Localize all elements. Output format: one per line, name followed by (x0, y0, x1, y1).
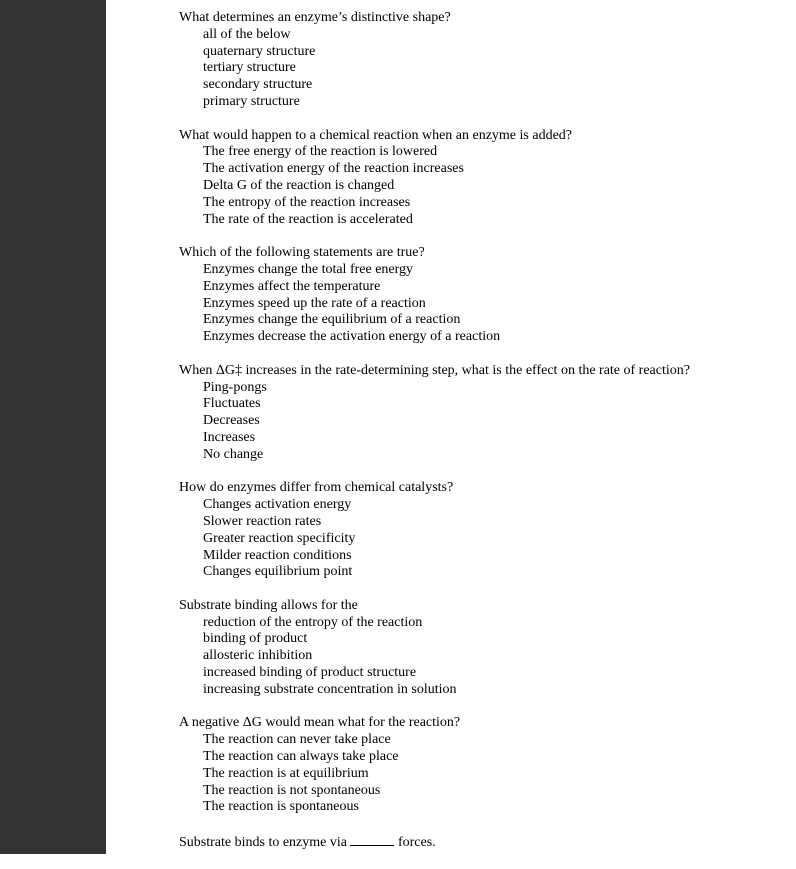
answer-option: Changes equilibrium point (203, 564, 353, 580)
answer-option: secondary structure (203, 77, 313, 93)
answer-option: The free energy of the reaction is lowered (203, 144, 438, 160)
fill-in-blank (350, 833, 394, 846)
answer-option: binding of product (203, 631, 308, 647)
answer-option: Increases (203, 429, 256, 445)
answer-option: The rate of the reaction is accelerated (203, 211, 413, 227)
question-6 (179, 598, 789, 699)
question-4 (179, 363, 789, 464)
answer-option: Enzymes decrease the activation energy of a reaction (203, 329, 501, 345)
answer-option: increasing substrate concentration in solution (203, 681, 457, 697)
answer-option: The activation energy of the reaction increases (203, 161, 464, 177)
answer-option: The reaction is not spontaneous (203, 782, 381, 798)
answer-option: Changes activation energy (203, 497, 352, 513)
question-text-start: Substrate binds to enzyme via (179, 835, 351, 851)
question-5 (179, 480, 789, 581)
viewer-sidebar (0, 0, 106, 854)
question-text-end: forces. (394, 835, 436, 851)
answer-option: primary structure (203, 93, 300, 109)
answer-option: Enzymes change the equilibrium of a reaction (203, 312, 461, 328)
answer-option: The reaction can never take place (203, 732, 391, 748)
question-text: What would happen to a chemical reaction when an enzyme is added? (179, 127, 573, 143)
answer-option: Enzymes speed up the rate of a reaction (203, 295, 426, 311)
question-1 (179, 10, 789, 111)
document-page (106, 0, 796, 854)
question-text: A negative ΔG would mean what for the reaction? (179, 715, 461, 731)
answer-option: Slower reaction rates (203, 513, 322, 529)
question-text: Substrate binding allows for the (179, 597, 358, 613)
answer-option: increased binding of product structure (203, 665, 417, 681)
answer-option: allosteric inhibition (203, 648, 313, 664)
answer-option: Decreases (203, 413, 260, 429)
answer-option: Ping-pongs (203, 379, 267, 395)
question-7 (179, 715, 789, 816)
answer-option: Fluctuates (203, 396, 261, 412)
answer-option: The reaction is spontaneous (203, 799, 359, 815)
question-text: What determines an enzyme’s distinctive shape? (179, 10, 451, 25)
answer-option: Enzymes change the total free energy (203, 261, 414, 277)
quiz-content (179, 10, 789, 869)
answer-option: tertiary structure (203, 60, 296, 76)
answer-option: Enzymes affect the temperature (203, 278, 381, 294)
question-text: When ΔG‡ increases in the rate-determining step, what is the effect on the rate of reaction? (179, 362, 690, 378)
answer-option: The entropy of the reaction increases (203, 194, 411, 210)
question-text: Which of the following statements are true? (179, 245, 425, 261)
answer-option: reduction of the entropy of the reaction (203, 614, 423, 630)
answer-option: all of the below (203, 26, 291, 42)
question-text (179, 833, 789, 852)
answer-option: quaternary structure (203, 43, 316, 59)
answer-option: Delta G of the reaction is changed (203, 177, 395, 193)
question-text: How do enzymes differ from chemical catalysts? (179, 480, 454, 496)
question-2 (179, 128, 789, 229)
answer-option: The reaction can always take place (203, 749, 399, 765)
answer-option: Greater reaction specificity (203, 530, 356, 546)
answer-option: No change (203, 446, 264, 462)
question-3 (179, 245, 789, 346)
answer-option: Milder reaction conditions (203, 547, 352, 563)
answer-option: The reaction is at equilibrium (203, 765, 369, 781)
question-8 (179, 833, 789, 852)
